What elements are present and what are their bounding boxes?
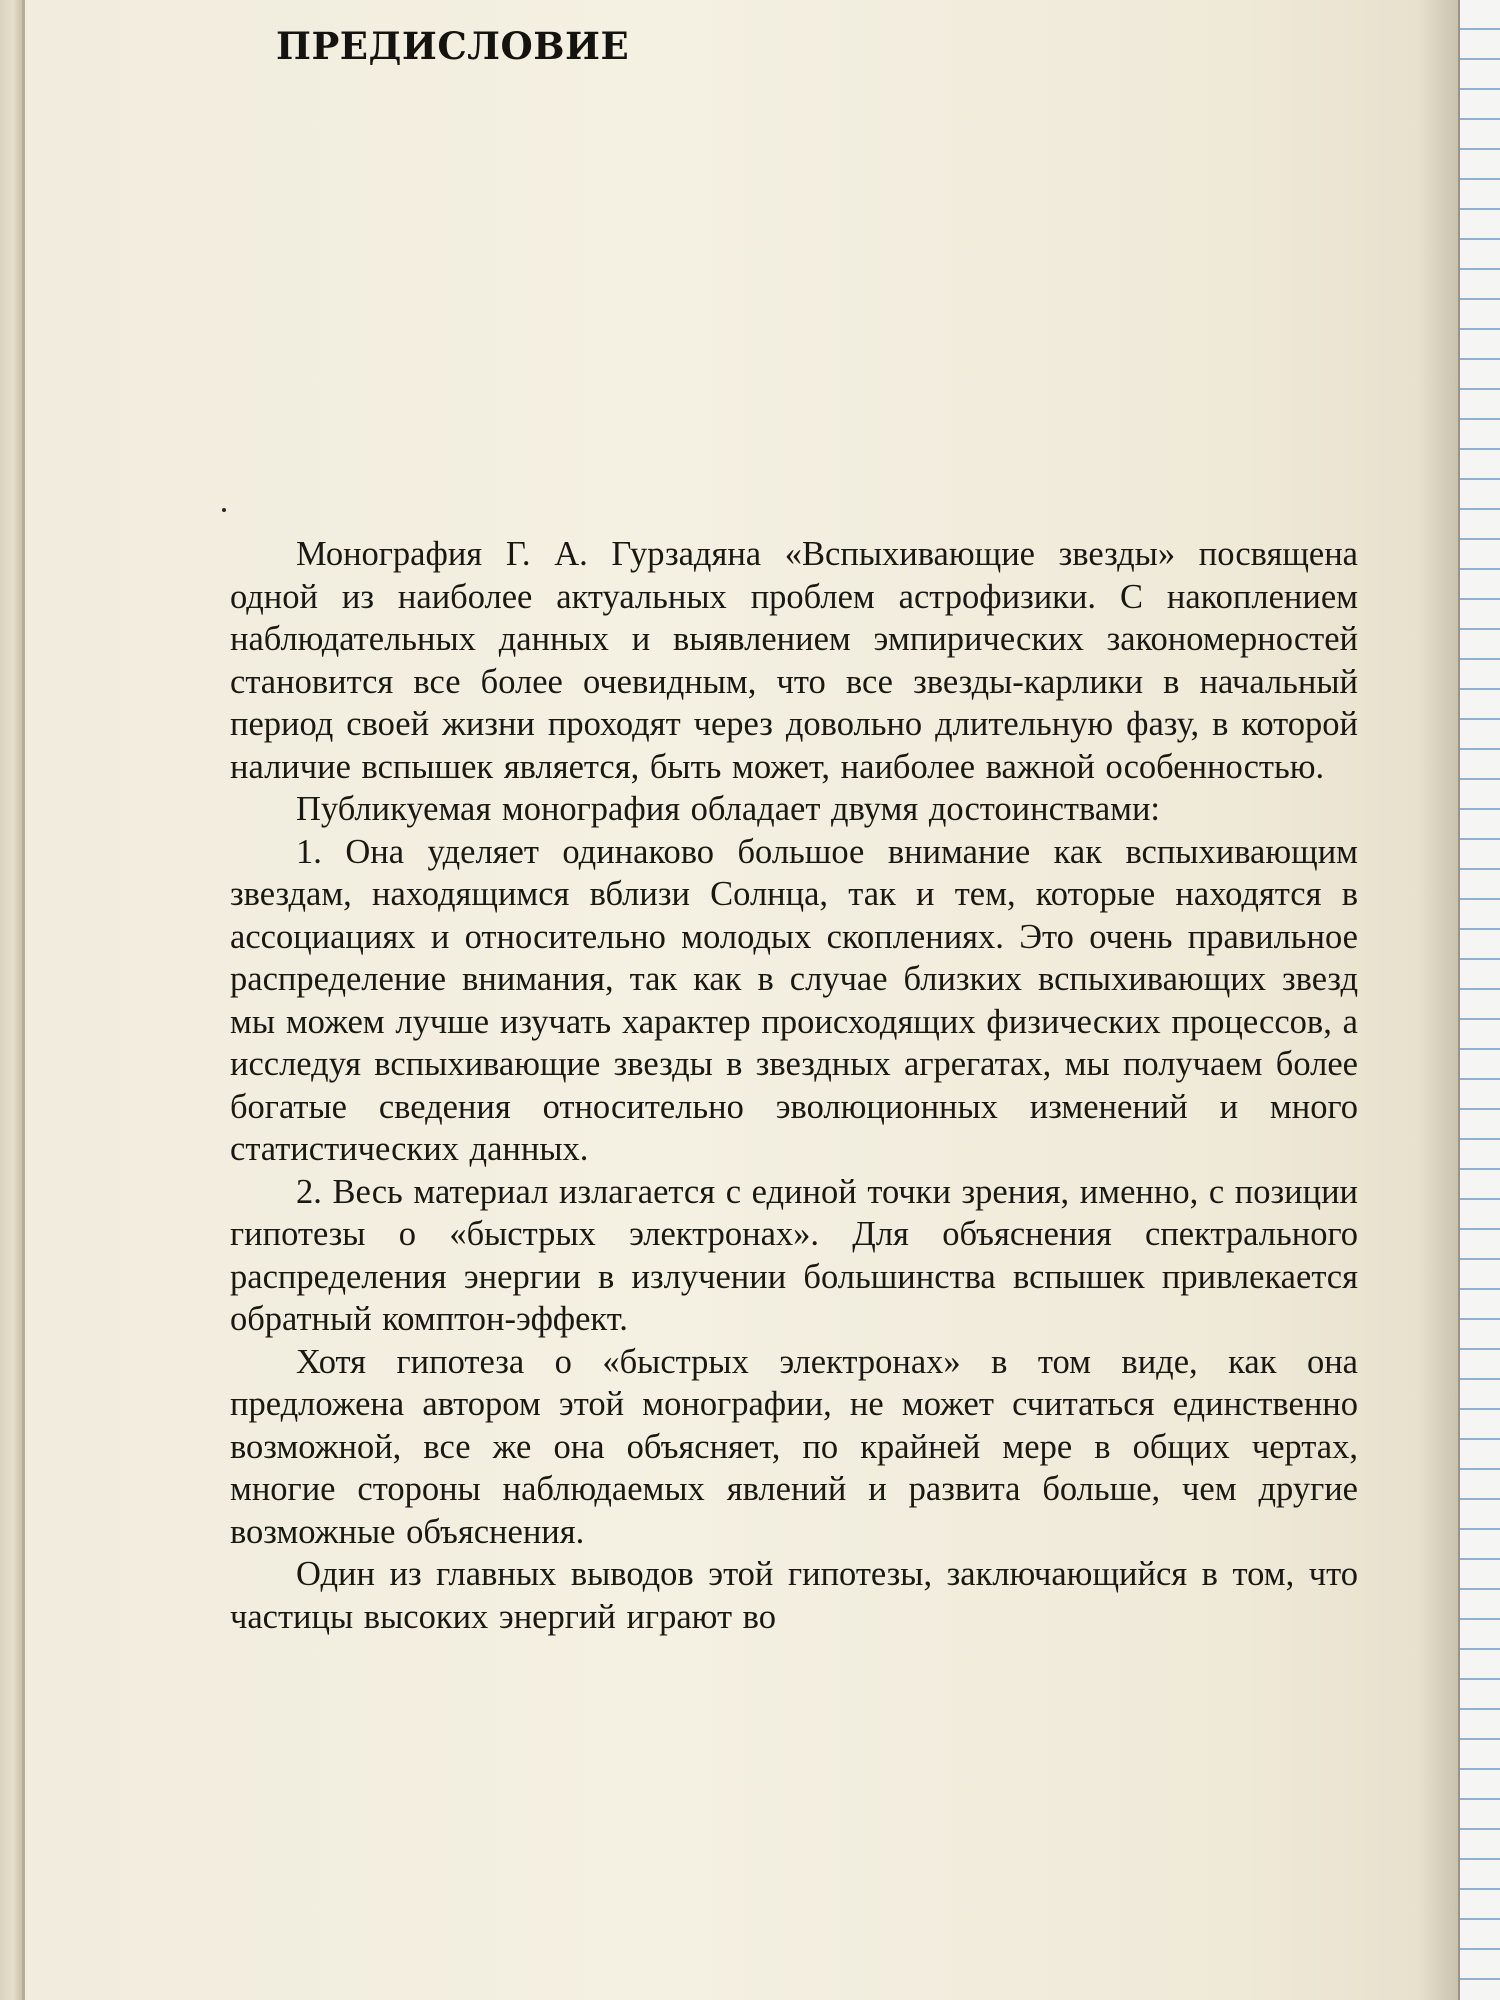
page-title: ПРЕДИСЛОВИЕ (276, 24, 630, 68)
notebook-paper-edge (1458, 0, 1500, 2000)
paragraph-hypothesis: Хотя гипотеза о «быстрых электронах» в том виде, как она предложена автором этой монографии, не может считаться единственно возможной, все же она объясняет, по крайней мере в общих чертах, многие стороны наблюдаемых явлений и развита больше, чем другие возможные объяснения. (230, 1342, 1358, 1551)
print-speck (222, 508, 226, 512)
paragraph-point-1: 1. Она уделяет одинаково большое внимание как вспыхивающим звездам, находящимся вблизи Солнца, так и тем, которые находятся в ассоциациях и относительно молодых скоплениях. Это очень правильное распределение внимания, так как в случае близких вспыхивающих звезд мы можем лучше изучать характер происходящих физических процессов, а исследуя вспыхивающие звезды в звездных агрегатах, мы получаем более богатые сведения относительно эволюционных изменений и много статистических данных. (230, 832, 1358, 1168)
facing-page-edge (0, 0, 22, 2000)
paragraph-point-2: 2. Весь материал излагается с единой точки зрения, именно, с позиции гипотезы о «быстрых электронах». Для объяснения спектрального распределения энергии в излучении большинства вспышек привлекается обратный комптон-эффект. (230, 1172, 1358, 1338)
body-text (230, 533, 1358, 1638)
page-edge-shadow (1418, 0, 1458, 2000)
paragraph-conclusion: Один из главных выводов этой гипотезы, заключающийся в том, что частицы высоких энергий играют во (230, 1555, 1358, 1636)
paragraph-intro: Монография Г. А. Гурзадяна «Вспыхивающие звезды» посвящена одной из наиболее актуальных проблем астрофизики. С накоплением наблюдательных данных и выявлением эмпирических закономерностей становится все более очевидным, что все звезды-карлики в начальный период своей жизни проходят через довольно длительную фазу, в которой наличие вспышек является, быть может, наиболее важной особенностью. (230, 535, 1358, 786)
paragraph-merits: Публикуемая монография обладает двумя достоинствами: (296, 790, 1161, 828)
